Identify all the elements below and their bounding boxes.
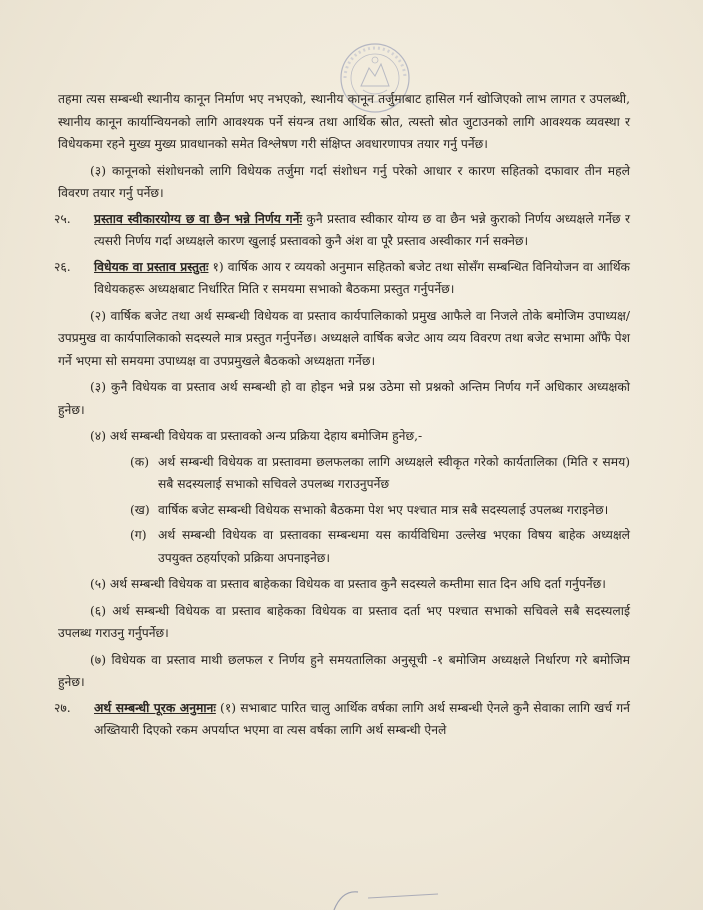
subclause-label: (ख) [130,502,150,517]
subclause-ga [58,524,630,569]
section-25 [54,208,631,253]
section-title: विधेयक वा प्रस्ताव प्रस्तुतः [94,258,209,274]
partial-stamp [328,884,448,910]
subclause-kha [58,499,630,522]
section-27 [54,697,631,742]
section-26 [54,256,630,301]
section-number: २५. [54,211,71,226]
subclause-label: (क) [130,454,150,469]
paragraph-26-4: (४) अर्थ सम्बन्धी विधेयक वा प्रस्तावको अन्य प्रक्रिया देहाय बमोजिम हुनेछ,- [90,429,423,443]
paragraph-26-7: (७) विधेयक वा प्रस्ताव माथी छलफल र निर्णय हुने समयतालिका अनुसूची -१ बमोजिम अध्यक्षले निर्धारण गरे बमोजिम हुनेछ। [58,652,630,689]
paragraph-26-3: (३) कुनै विधेयक वा प्रस्ताव अर्थ सम्बन्धी हो वा होइन भन्ने प्रश्न उठेमा सो प्रश्नको अन्तिम निर्णय गर्ने अधिकार अध्यक्षको हुनेछ। [58,380,630,417]
section-text: १) वार्षिक आय र व्ययको अनुमान सहितको बजेट तथा सोसँग सम्बन्धित विनियोजन वा आर्थिक विधेयकहरू अध्यक्षबाट निर्धारित मिति र समयमा सभाको बैठकमा प्रस्तुत गर्नुपर्नेछ। [94,259,630,296]
section-title: अर्थ सम्बन्धी पूरक अनुमानः [94,699,216,715]
document-body [54,88,631,742]
section-title: प्रस्ताव स्वीकारयोग्य छ वा छैन भन्ने निर्णय गर्नेः [94,210,302,226]
subclause-text: वार्षिक बजेट सम्बन्धी विधेयक सभाको बैठकमा पेश भए पश्चात मात्र सबै सदस्यलाई उपलब्ध गराइनेछ। [158,502,609,517]
section-number: २७. [54,700,71,715]
subclause-text: अर्थ सम्बन्धी विधेयक वा प्रस्तावका सम्बन्धमा यस कार्यविधिमा उल्लेख भएका विषय बाहेक अध्यक्षले उपयुक्त ठहर्याएको प्रक्रिया अपनाइनेछ। [158,528,630,565]
section-text: (१) सभाबाट पारित चालु आर्थिक वर्षका लागि अर्थ सम्बन्धी ऐनले कुनै सेवाका लागि खर्च गर्न अख्तियारी दिएको रकम अपर्याप्त भएमा वा त्यस वर्षका लागि अर्थ सम्बन्धी ऐनले [94,700,631,737]
section-number: २६. [54,259,71,274]
subclause-text: अर्थ सम्बन्धी विधेयक वा प्रस्तावमा छलफलका लागि अध्यक्षले स्वीकृत गरेको कार्यतालिका (मिति र समय) सबै सदस्यलाई सभाको सचिवले उपलब्ध गराउनुपर्नेछ [158,454,630,491]
subclause-label: (ग) [130,528,147,542]
paragraph-26-5: (५) अर्थ सम्बन्धी विधेयक वा प्रस्ताव बाहेकका विधेयक वा प्रस्ताव कुनै सदस्यले कम्तीमा सात दिन अघि दर्ता गर्नुपर्नेछ। [90,577,606,591]
paragraph-intro: तहमा त्यस सम्बन्धी स्थानीय कानून निर्माण भए नभएको, स्थानीय कानून तर्जुमाबाट हासिल गर्न खोजिएको लाभ लागत र उपलब्धी, स्थानीय कानून कार्यान्वियनको लागि आवश्यक पर्ने संयन्त्र तथा आर्थिक स्रोत, त्यस्तो स्रोत जुटाउनको लागि आवश्यक व्यवस्था र विधेयकमा रहने मुख्य मुख्य प्रावधानको समेत विश्लेषण गरी संक्षिप्त अवधारणापत्र तयार गर्नु पर्नेछ। [58,92,630,151]
subclause-ka [58,451,630,496]
paragraph-26-6: (६) अर्थ सम्बन्धी विधेयक वा प्रस्ताव बाहेकका विधेयक वा प्रस्ताव दर्ता भए पश्चात सभाको सचिवले सबै सदस्यलाई उपलब्ध गराउनु गर्नुपर्नेछ। [58,603,630,640]
paragraph-amendment: (३) कानूनको संशोधनको लागि विधेयक तर्जुमा गर्दा संशोधन गर्नु परेको आधार र कारण सहितको दफावार तीन महले विवरण तयार गर्नु पर्नेछ। [58,163,630,200]
paragraph-26-2: (२) वार्षिक बजेट तथा अर्थ सम्बन्धी विधेयक वा प्रस्ताव कार्यपालिकाको प्रमुख आफैले वा निजले तोके बमोजिम उपाध्यक्ष/उपप्रमुख वा कार्यपालिकाको सदस्यले मात्र प्रस्तुत गर्नुपर्नेछ। अध्यक्षले वार्षिक बजेट आय व्यय विवरण तथा बजेट सभामा आँफै पेश गर्ने भएमा सो समयमा उपाध्यक्ष वा उपप्रमुखले बैठकको अध्यक्षता गर्नेछ। [58,308,630,368]
section-text: कुनै प्रस्ताव स्वीकार योग्य छ वा छैन भन्ने कुराको निर्णय अध्यक्षले गर्नेछ र त्यसरी निर्णय गर्दा अध्यक्षले कारण खुलाई प्रस्तावको कुनै अंश वा पूरै प्रस्ताव अस्वीकार गर्न सक्नेछ। [94,211,631,248]
